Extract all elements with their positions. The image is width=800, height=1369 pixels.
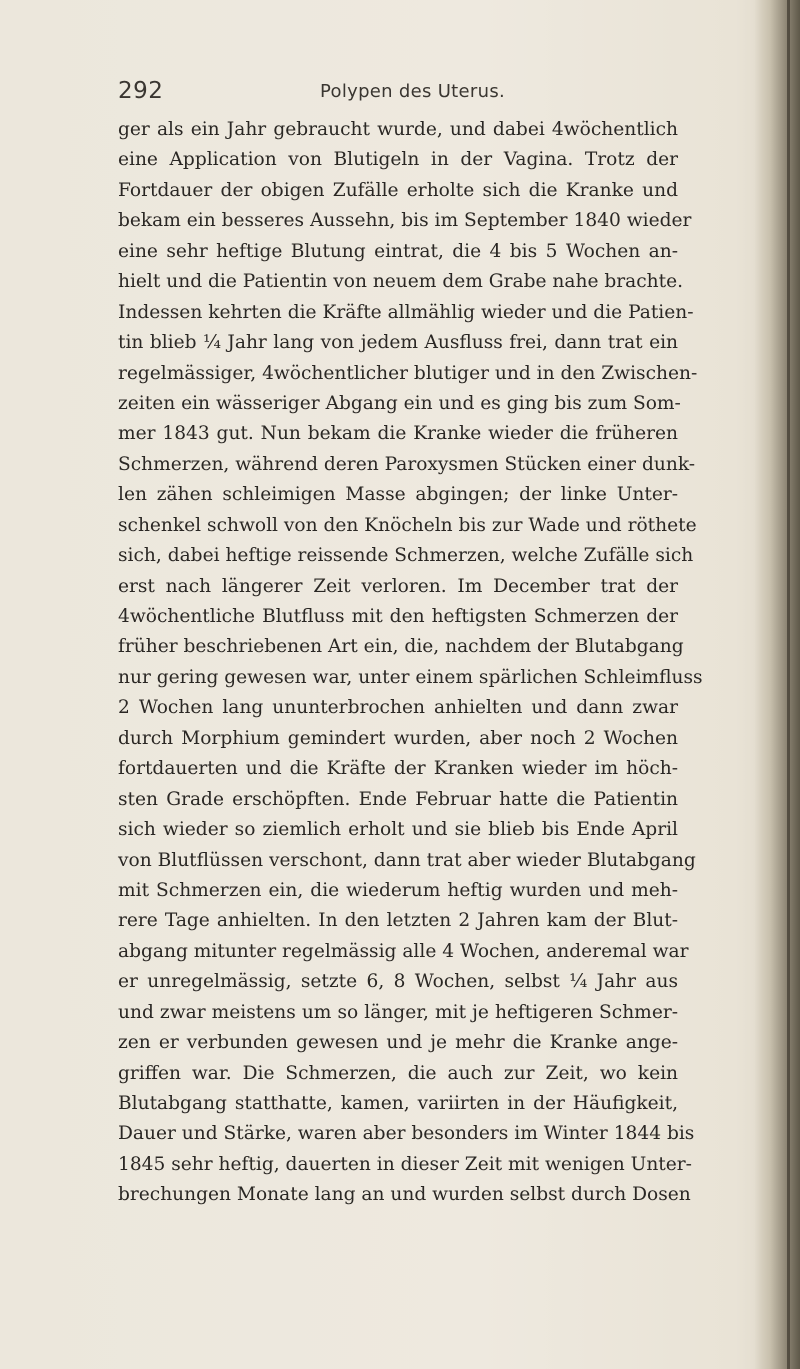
text-line: nur gering gewesen war, unter einem spärlichen Schleimfluss bbox=[118, 666, 703, 688]
body-text bbox=[118, 115, 703, 1211]
text-line: durch Morphium gemindert wurden, aber noch 2 Wochen bbox=[118, 727, 678, 749]
text-line: sten Grade erschöpften. Ende Februar hatte die Patientin bbox=[118, 788, 678, 810]
text-line: und zwar meistens um so länger, mit je heftigeren Schmer- bbox=[118, 1001, 678, 1023]
text-line: Blutabgang statthatte, kamen, variirten in der Häufigkeit, bbox=[118, 1093, 678, 1114]
text-line: rere Tage anhielten. In den letzten 2 Jahren kam der Blut- bbox=[118, 910, 678, 932]
text-line: 2 Wochen lang ununterbrochen anhielten und dann zwar bbox=[118, 697, 678, 719]
text-line: griffen war. Die Schmerzen, die auch zur Zeit, wo kein bbox=[118, 1062, 678, 1084]
text-line: sich wieder so ziemlich erholt und sie blieb bis Ende April bbox=[118, 819, 678, 841]
text-line: Indessen kehrten die Kräfte allmählig wieder und die Patien- bbox=[118, 301, 694, 323]
text-line: er unregelmässig, setzte 6, 8 Wochen, selbst ¼ Jahr aus bbox=[118, 971, 678, 993]
text-line: bekam ein besseres Aussehn, bis im September 1840 wieder bbox=[118, 210, 692, 232]
text-line: 1845 sehr heftig, dauerten in dieser Zeit mit wenigen Unter- bbox=[118, 1153, 692, 1175]
text-line: zeiten ein wässeriger Abgang ein und es ging bis zum Som- bbox=[118, 392, 681, 414]
text-line: von Blutflüssen verschont, dann trat aber wieder Blutabgang bbox=[118, 849, 696, 871]
text-line: Schmerzen, während deren Paroxysmen Stücken einer dunk- bbox=[118, 453, 696, 475]
text-line: 4wöchentliche Blutfluss mit den heftigsten Schmerzen der bbox=[118, 606, 678, 627]
running-title: Polypen des Uterus. bbox=[320, 81, 506, 102]
book-gutter-edge bbox=[787, 0, 790, 1369]
text-line: eine Application von Blutigeln in der Vagina. Trotz der bbox=[118, 149, 678, 171]
text-line: Dauer und Stärke, waren aber besonders im Winter 1844 bis bbox=[118, 1123, 695, 1145]
text-line: erst nach längerer Zeit verloren. Im December trat der bbox=[118, 575, 678, 597]
text-line: regelmässiger, 4wöchentlicher blutiger und in den Zwischen- bbox=[118, 362, 698, 384]
text-line: eine sehr heftige Blutung eintrat, die 4 bis 5 Wochen an- bbox=[118, 240, 678, 262]
text-line: Fortdauer der obigen Zufälle erholte sich die Kranke und bbox=[118, 179, 678, 201]
text-line: sich, dabei heftige reissende Schmerzen, welche Zufälle sich bbox=[118, 545, 694, 567]
text-line: schenkel schwoll von den Knöcheln bis zur Wade und röthete bbox=[118, 514, 697, 536]
text-line: abgang mitunter regelmässig alle 4 Wochen, anderemal war bbox=[118, 940, 689, 962]
text-line: früher beschriebenen Art ein, die, nachdem der Blutabgang bbox=[118, 636, 684, 658]
text-line: fortdauerten und die Kräfte der Kranken wieder im höch- bbox=[118, 758, 678, 780]
page-number: 292 bbox=[118, 78, 164, 104]
text-line: mit Schmerzen ein, die wiederum heftig wurden und meh- bbox=[118, 879, 678, 901]
book-spine-shadow bbox=[754, 0, 800, 1369]
text-line: len zähen schleimigen Masse abgingen; der linke Unter- bbox=[118, 484, 678, 506]
page-header bbox=[118, 78, 678, 108]
text-line: tin blieb ¼ Jahr lang von jedem Ausfluss frei, dann trat ein bbox=[118, 332, 678, 354]
text-line: mer 1843 gut. Nun bekam die Kranke wieder die früheren bbox=[118, 423, 678, 445]
text-line: zen er verbunden gewesen und je mehr die Kranke ange- bbox=[118, 1032, 678, 1054]
text-line: hielt und die Patientin von neuem dem Grabe nahe brachte. bbox=[118, 271, 684, 293]
text-line: ger als ein Jahr gebraucht wurde, und dabei 4wöchentlich bbox=[118, 119, 678, 140]
text-line: brechungen Monate lang an und wurden selbst durch Dosen bbox=[118, 1184, 691, 1206]
